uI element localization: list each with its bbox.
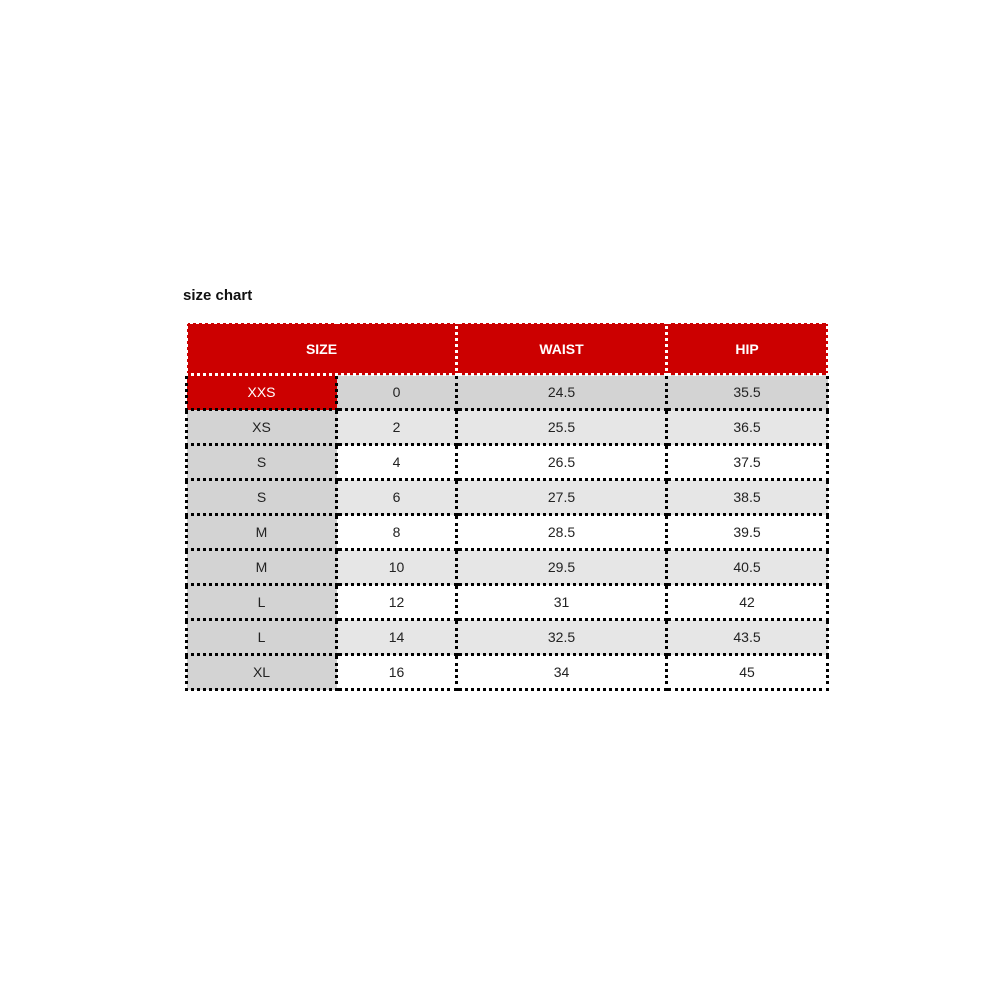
waist-value: 27.5 [457,480,667,515]
size-label: XXS [187,375,337,410]
table-row [187,445,828,480]
size-number: 6 [337,480,457,515]
hip-value: 38.5 [667,480,828,515]
waist-value: 31 [457,585,667,620]
size-number: 12 [337,585,457,620]
waist-value: 28.5 [457,515,667,550]
hip-value: 36.5 [667,410,828,445]
table-row [187,515,828,550]
size-label: XL [187,655,337,690]
size-label: M [187,550,337,585]
size-number: 4 [337,445,457,480]
waist-value: 34 [457,655,667,690]
hip-value: 43.5 [667,620,828,655]
waist-value: 25.5 [457,410,667,445]
size-label: M [187,515,337,550]
size-label: L [187,620,337,655]
waist-value: 24.5 [457,375,667,410]
size-label: XS [187,410,337,445]
header-size: SIZE [187,323,457,375]
hip-value: 40.5 [667,550,828,585]
header-hip: HIP [667,323,828,375]
hip-value: 45 [667,655,828,690]
size-number: 14 [337,620,457,655]
header-row [187,323,828,375]
size-number: 10 [337,550,457,585]
size-number: 0 [337,375,457,410]
size-label: L [187,585,337,620]
hip-value: 37.5 [667,445,828,480]
header-waist: WAIST [457,323,667,375]
waist-value: 32.5 [457,620,667,655]
table-row [187,550,828,585]
table-row [187,655,828,690]
hip-value: 42 [667,585,828,620]
chart-title: size chart [183,287,253,304]
size-label: S [187,480,337,515]
size-number: 8 [337,515,457,550]
table-row [187,620,828,655]
hip-value: 39.5 [667,515,828,550]
size-number: 16 [337,655,457,690]
hip-value: 35.5 [667,375,828,410]
table-row [187,375,828,410]
waist-value: 26.5 [457,445,667,480]
waist-value: 29.5 [457,550,667,585]
table-row [187,585,828,620]
table-row [187,480,828,515]
table-row [187,410,828,445]
size-chart-table [185,321,829,691]
size-number: 2 [337,410,457,445]
size-label: S [187,445,337,480]
